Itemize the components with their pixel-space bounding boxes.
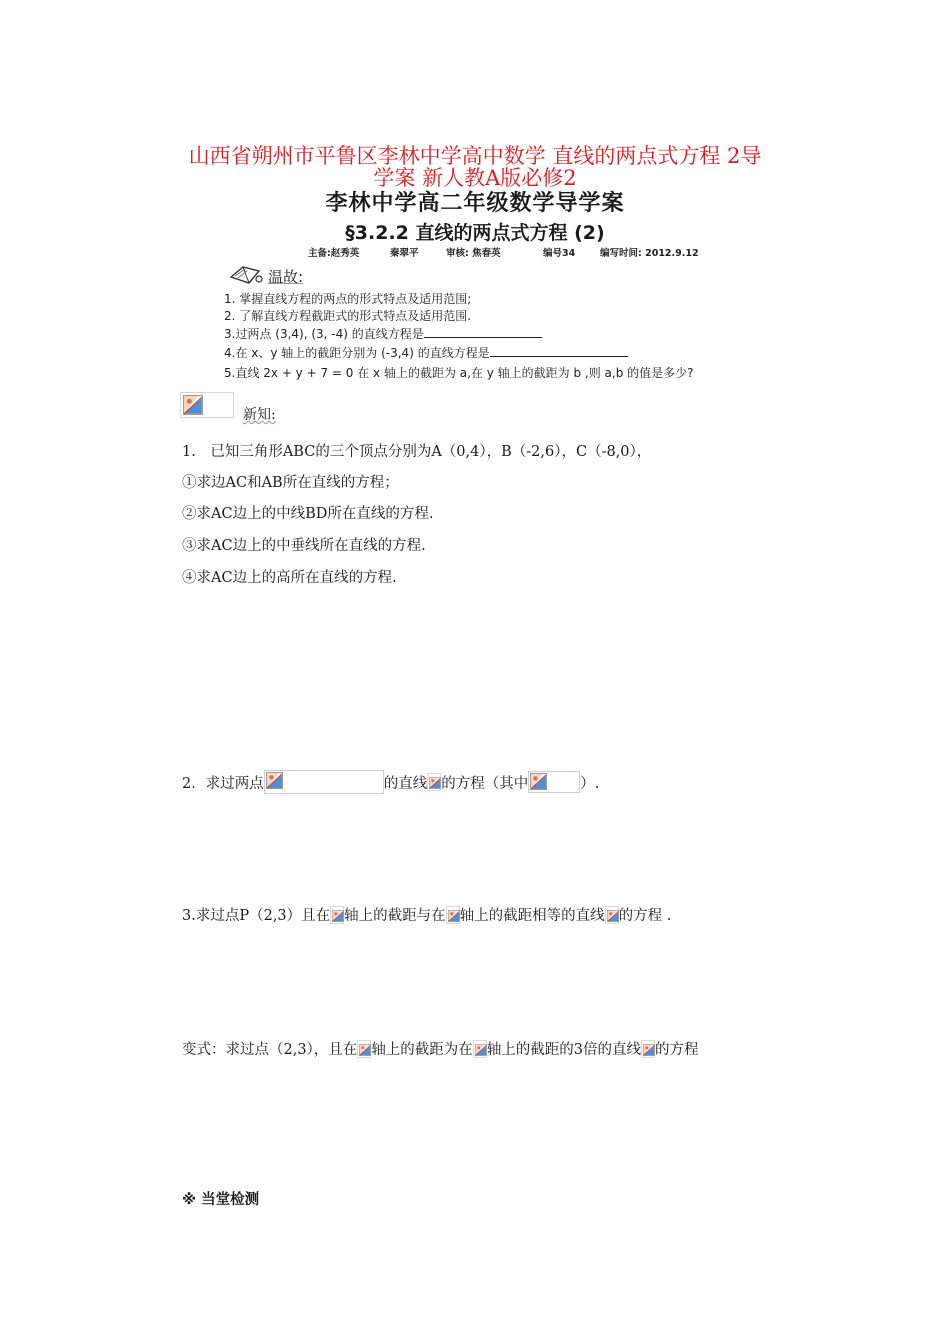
q1-part-4: ④求AC边上的高所在直线的方程. [182, 570, 397, 586]
new-knowledge-label: 新知: [243, 407, 276, 423]
school-heading: 李林中学高二年级数学导学案 [325, 191, 625, 216]
broken-image-icon [643, 1043, 655, 1057]
meta-date: 编写时间: 2012.9.12 [600, 248, 699, 259]
formula-image [605, 906, 619, 924]
review-item-3: 3.过两点 (3,4), (3, -4) 的直线方程是 [224, 325, 542, 342]
section-heading: §3.2.2 直线的两点式方程 (2) [345, 222, 605, 244]
q3-text-d: 的方程 . [618, 908, 672, 924]
broken-image-icon [530, 773, 547, 790]
variant-line [182, 1038, 699, 1059]
q1-stem: 1. 已知三角形ABC的三个顶点分别为A（0,4），B（-2,6），C（-8,0）， [182, 444, 652, 460]
review-item-4: 4.在 x、y 轴上的截距分别为 (-3,4) 的直线方程是 [224, 344, 628, 361]
answer-blank[interactable] [490, 344, 628, 357]
document-title-line1: 山西省朔州市平鲁区李林中学高中数学 直线的两点式方程 2导 [188, 144, 762, 168]
q2-text-c: 的方程（其中 [441, 775, 529, 792]
meta-editor: 主备:赵秀英 [308, 248, 360, 259]
meta-reviewer: 审核: 焦春英 [446, 248, 501, 259]
q2-text-a: 2．求过两点 [182, 775, 264, 792]
document-title-line2: 学案 新人教A版必修2 [373, 166, 577, 190]
review-item-5: 5.直线 2x + y + 7 = 0 在 x 轴上的截距为 a,在 y 轴上的截距为 b ,则 a,b 的值是多少? [224, 366, 694, 380]
formula-image [264, 770, 384, 794]
variant-text-c: 轴上的截距的3倍的直线 [486, 1042, 642, 1058]
formula-image [427, 773, 441, 791]
formula-image [641, 1040, 655, 1058]
broken-image-icon [607, 909, 619, 923]
review-item-1: 1. 掌握直线方程的两点的形式特点及适用范围; [224, 292, 472, 306]
q3-text-c: 轴上的截距相等的直线 [459, 908, 605, 924]
review-item-2: 2. 了解直线方程截距式的形式特点及适用范围. [224, 309, 472, 323]
broken-image-icon [332, 909, 344, 923]
new-knowledge-image [180, 392, 234, 418]
q2-text-b: 的直线 [383, 775, 428, 792]
meta-number: 编号34 [543, 248, 576, 259]
broken-image-icon [183, 395, 203, 415]
formula-image [357, 1040, 371, 1058]
meta-member: 秦翠平 [390, 248, 419, 259]
broken-image-icon [429, 776, 441, 790]
q2-line [182, 770, 599, 794]
formula-image [528, 771, 580, 793]
book-icon [229, 263, 269, 285]
broken-image-icon [448, 909, 460, 923]
broken-image-icon [266, 772, 283, 789]
broken-image-icon [359, 1043, 371, 1057]
review-label: 温故: [268, 268, 304, 286]
q1-part-1: ①求边AC和AB所在直线的方程； [182, 475, 399, 491]
in-class-check-heading: ※ 当堂检测 [182, 1192, 260, 1208]
broken-image-icon [475, 1043, 487, 1057]
formula-image [330, 906, 344, 924]
q1-part-3: ③求AC边上的中垂线所在直线的方程. [182, 538, 426, 554]
variant-text-a: 变式：求过点（2,3），且在 [182, 1042, 358, 1058]
formula-image [446, 906, 460, 924]
q3-text-b: 轴上的截距与在 [344, 908, 446, 924]
q3-text-a: 3.求过点P（2,3）且在 [182, 908, 331, 924]
variant-text-d: 的方程 [655, 1042, 699, 1058]
formula-image [473, 1040, 487, 1058]
variant-text-b: 轴上的截距为在 [371, 1042, 473, 1058]
q1-part-2: ②求AC边上的中线BD所在直线的方程. [182, 506, 434, 522]
answer-blank[interactable] [424, 325, 542, 338]
q2-text-d: ）. [580, 775, 600, 792]
q3-line [182, 904, 671, 925]
